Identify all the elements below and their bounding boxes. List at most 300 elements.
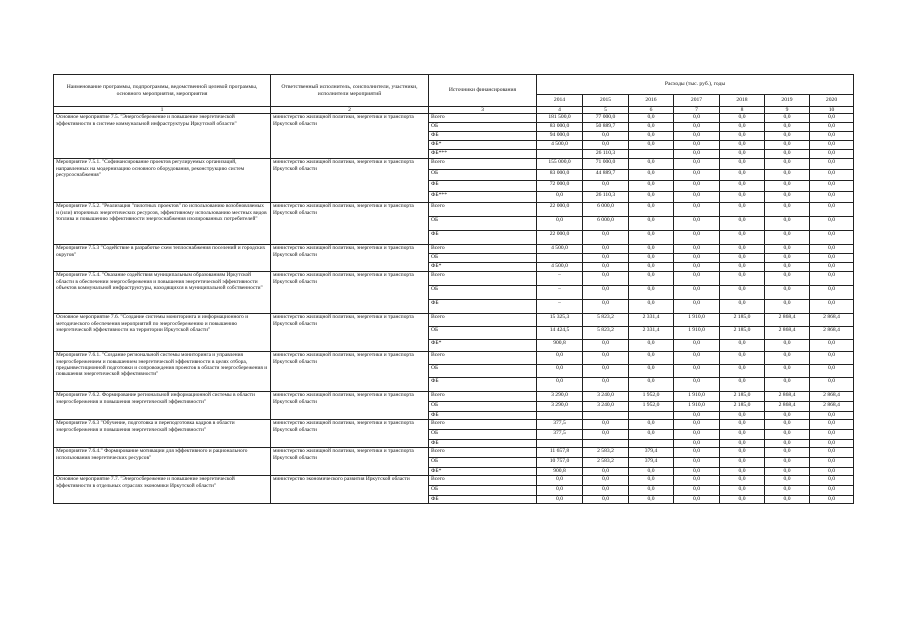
expense-value: 0,0 <box>720 286 765 300</box>
expense-value: 0,0 <box>765 420 810 430</box>
expense-value: 15 325,3 <box>537 314 583 327</box>
measure-executor: министерство жилищной политики, энергетики и транспорта Иркутской области <box>271 314 429 352</box>
column-number: 4 <box>537 107 583 114</box>
expense-value: 0,0 <box>674 286 720 300</box>
expense-value: 0,0 <box>765 217 810 231</box>
funding-source: ФБ*** <box>429 192 537 203</box>
column-number: 10 <box>810 107 854 114</box>
measure-executor: министерство жилищной политики, энергетики и транспорта Иркутской области <box>271 420 429 448</box>
measure-executor: министерство жилищной политики, энергетики и транспорта Иркутской области <box>271 448 429 476</box>
expense-value: 0,0 <box>583 486 629 496</box>
expense-value: 0,0 <box>537 486 583 496</box>
expense-value: 0,0 <box>674 486 720 496</box>
header-source: Источники финансирования <box>429 75 537 107</box>
expense-value: 3 240,0 <box>583 402 629 412</box>
expense-value: 0,0 <box>765 340 810 352</box>
expense-value <box>537 150 583 159</box>
expense-value: 0,0 <box>765 468 810 476</box>
measure-name: Мероприятие 7.6.1. "Создание региональной системы мониторинга и управления энергосбережением и повышением энергетической эффективности в целях отбора, предынвестиционной подготовки и сопровождения проектов в области энергосбережения и повышения энергетической эффективности" <box>54 352 271 392</box>
expense-value: 0,0 <box>810 192 854 203</box>
expense-value: 2 868,4 <box>765 392 810 402</box>
expense-value: 0,0 <box>583 496 629 504</box>
measure-executor: министерство жилищной политики, энергетики и транспорта Иркутской области <box>271 352 429 392</box>
table-row <box>54 476 854 486</box>
expense-value: 0,0 <box>720 378 765 392</box>
expense-value: 0,0 <box>629 486 674 496</box>
expense-value: 0,0 <box>765 412 810 420</box>
header-executor: Ответственный исполнитель, соисполнители, участники, исполнители мероприятий <box>271 75 429 107</box>
expense-value: 0,0 <box>810 340 854 352</box>
expense-value: 0,0 <box>720 272 765 286</box>
expense-value: 0,0 <box>765 263 810 272</box>
table-row <box>54 114 854 123</box>
funding-source: ОБ <box>429 486 537 496</box>
expense-value: 26 110,3 <box>583 150 629 159</box>
funding-source: ФБ* <box>429 263 537 272</box>
expense-value: 0,0 <box>583 141 629 150</box>
header-year: 2018 <box>720 95 765 107</box>
expense-value: 0,0 <box>629 123 674 132</box>
expense-value: 0,0 <box>810 286 854 300</box>
expense-value: 0,0 <box>765 476 810 486</box>
expense-value: 0,0 <box>583 254 629 263</box>
expense-value: 0,0 <box>765 150 810 159</box>
expense-value: 0,0 <box>810 245 854 254</box>
expense-value: 0,0 <box>583 476 629 486</box>
expense-value: 0,0 <box>629 286 674 300</box>
expense-value: 11 657,8 <box>537 448 583 458</box>
expense-value: 2 331,4 <box>629 327 674 340</box>
expense-value: 0,0 <box>720 141 765 150</box>
expense-value: 2 868,4 <box>810 314 854 327</box>
expense-value: 0,0 <box>629 300 674 314</box>
expense-value: 0,0 <box>629 352 674 365</box>
expense-value: 83 000,0 <box>537 123 583 132</box>
expense-value: 77 000,0 <box>583 114 629 123</box>
expense-value: 0,0 <box>583 378 629 392</box>
expense-value: 0,0 <box>674 245 720 254</box>
expense-value: 0,0 <box>765 141 810 150</box>
expense-value: 0,0 <box>720 217 765 231</box>
funding-source: Всего <box>429 420 537 430</box>
expense-value: 377,5 <box>537 430 583 440</box>
expense-value: 0,0 <box>629 132 674 141</box>
table-row <box>54 448 854 458</box>
funding-source: ФБ* <box>429 141 537 150</box>
expense-value: 0,0 <box>629 378 674 392</box>
table-row <box>54 272 854 286</box>
expense-value: 0,0 <box>537 496 583 504</box>
expense-value: 3 240,0 <box>583 392 629 402</box>
measure-name: Мероприятие 7.5.1. "Софинансирование проектов регулируемых организаций, направленных на модернизацию основного оборудования, реконструкцию систем ресурсоснабжения" <box>54 159 271 203</box>
expense-value: 0,0 <box>583 181 629 192</box>
expense-value: 0,0 <box>810 272 854 286</box>
expense-value: 0,0 <box>810 430 854 440</box>
expense-value: 0,0 <box>537 192 583 203</box>
expense-value: 2 868,4 <box>765 327 810 340</box>
expense-value: 0,0 <box>674 203 720 217</box>
expense-value: 181 500,0 <box>537 114 583 123</box>
expense-value: 0,0 <box>765 170 810 181</box>
expense-value: 0,0 <box>720 365 765 378</box>
expense-value: 2 868,4 <box>810 392 854 402</box>
measure-executor: министерство жилищной политики, энергетики и транспорта Иркутской области <box>271 203 429 245</box>
funding-source: Всего <box>429 159 537 170</box>
measure-name: Мероприятие 7.6.2. Формирование региональной информационной системы в области энергосбережения и повышения энергетической эффективности" <box>54 392 271 420</box>
expense-value: 0,0 <box>720 440 765 448</box>
expense-value: 0,0 <box>810 412 854 420</box>
expense-value: 0,0 <box>629 192 674 203</box>
funding-source: ОБ <box>429 254 537 263</box>
expense-value: 1 910,0 <box>674 392 720 402</box>
funding-source: ОБ <box>429 365 537 378</box>
expense-value: 0,0 <box>720 245 765 254</box>
expense-value: 44 889,7 <box>583 170 629 181</box>
expense-value: 0,0 <box>810 159 854 170</box>
expense-value: 0,0 <box>765 159 810 170</box>
expense-value: 0,0 <box>720 448 765 458</box>
expense-value: 0,0 <box>674 430 720 440</box>
funding-source: ФБ <box>429 231 537 245</box>
table-row <box>54 203 854 217</box>
expense-value: 0,0 <box>674 150 720 159</box>
expense-value: 379,4 <box>629 458 674 468</box>
expense-value: 0,0 <box>810 114 854 123</box>
column-number: 3 <box>429 107 537 114</box>
expense-value: 0,0 <box>765 458 810 468</box>
funding-source: ОБ <box>429 286 537 300</box>
expense-value: 1 910,0 <box>674 314 720 327</box>
expense-value: 0,0 <box>583 245 629 254</box>
table-row <box>54 245 854 254</box>
funding-source: Всего <box>429 314 537 327</box>
funding-source: ФБ <box>429 181 537 192</box>
expense-value: 900,8 <box>537 468 583 476</box>
expense-value: 0,0 <box>810 468 854 476</box>
expense-value: 2 185,0 <box>720 402 765 412</box>
expense-value: 0,0 <box>629 203 674 217</box>
expense-value: 0,0 <box>629 365 674 378</box>
expense-value: 0,0 <box>810 263 854 272</box>
expense-value: 0,0 <box>629 430 674 440</box>
expense-value: 0,0 <box>720 150 765 159</box>
column-number: 7 <box>674 107 720 114</box>
expense-value: 0,0 <box>765 192 810 203</box>
expense-value: 2 868,4 <box>765 314 810 327</box>
measure-name: Основное мероприятие 7.5. "Энергосбережение и повышение энергетической эффективности в системе коммунальной инфраструктуры Иркутской области" <box>54 114 271 159</box>
table-row <box>54 159 854 170</box>
expense-value: 2 185,0 <box>720 392 765 402</box>
funding-source: ФБ* <box>429 340 537 352</box>
expense-value <box>537 440 583 448</box>
expense-value: 2 868,4 <box>810 327 854 340</box>
expense-value: 1 952,0 <box>629 402 674 412</box>
measure-executor: министерство жилищной политики, энергетики и транспорта Иркутской области <box>271 245 429 272</box>
funding-source: ФБ* <box>429 468 537 476</box>
expense-value: 0,0 <box>720 476 765 486</box>
expense-value: 0,0 <box>629 263 674 272</box>
expense-value: 0,0 <box>765 440 810 448</box>
expense-value: 0,0 <box>674 378 720 392</box>
expense-value: 0,0 <box>720 352 765 365</box>
expense-value: 0,0 <box>674 496 720 504</box>
expense-value: 71 000,0 <box>583 159 629 170</box>
expense-value: 0,0 <box>537 352 583 365</box>
funding-source: Всего <box>429 392 537 402</box>
expense-value: 0,0 <box>810 150 854 159</box>
expense-value: 22 000,0 <box>537 231 583 245</box>
expense-value: 0,0 <box>810 496 854 504</box>
expense-value: 0,0 <box>674 468 720 476</box>
expense-value <box>583 440 629 448</box>
expense-value: 0,0 <box>674 412 720 420</box>
expense-value: 0,0 <box>810 217 854 231</box>
funding-source: Всего <box>429 448 537 458</box>
expense-value: 0,0 <box>629 170 674 181</box>
funding-source: ФБ*** <box>429 150 537 159</box>
header-name: Наименование программы, подпрограммы, ведомственной целевой программы, основного мероприятия, мероприятия <box>54 75 271 107</box>
expense-value: 0,0 <box>720 123 765 132</box>
expense-value: 0,0 <box>583 300 629 314</box>
expense-value: 0,0 <box>810 352 854 365</box>
measure-name: Мероприятие 7.5.4. "Оказание содействия муниципальным образованиям Иркутской области в обеспечении энергосбережения и повышения энергетической эффективности объектов коммунальной инфраструктуры, находящихся в муниципальной собственности" <box>54 272 271 314</box>
expense-value: 155 000,0 <box>537 159 583 170</box>
expense-value: 0,0 <box>583 468 629 476</box>
measure-executor: министерство жилищной политики, энергетики и транспорта Иркутской области <box>271 272 429 314</box>
expense-value: 0,0 <box>765 132 810 141</box>
funding-source: Всего <box>429 476 537 486</box>
expense-value: 6 000,0 <box>583 203 629 217</box>
expense-value: 0,0 <box>629 114 674 123</box>
table-row <box>54 392 854 402</box>
expense-value: 0,0 <box>720 300 765 314</box>
measure-name: Мероприятие 7.5.3 "Содействие в разработке схем теплоснабжения поселений и городских округов" <box>54 245 271 272</box>
funding-source: Всего <box>429 272 537 286</box>
expense-value: 0,0 <box>583 430 629 440</box>
expense-value: 0,0 <box>674 272 720 286</box>
expense-value: 0,0 <box>810 486 854 496</box>
expense-value: 0,0 <box>810 170 854 181</box>
funding-source: Всего <box>429 352 537 365</box>
expense-value: 900,8 <box>537 340 583 352</box>
expense-value: 0,0 <box>629 496 674 504</box>
expense-value <box>629 150 674 159</box>
expense-value: 0,0 <box>810 231 854 245</box>
expense-value: 0,0 <box>720 170 765 181</box>
expense-value <box>537 254 583 263</box>
expense-value: 0,0 <box>720 486 765 496</box>
expense-value: 0,0 <box>537 365 583 378</box>
expense-value: 0,0 <box>810 141 854 150</box>
column-number: 6 <box>629 107 674 114</box>
expense-value: 377,5 <box>537 420 583 430</box>
expense-value: 0,0 <box>674 231 720 245</box>
column-number: 8 <box>720 107 765 114</box>
expense-value: – <box>537 272 583 286</box>
expense-value: 0,0 <box>810 365 854 378</box>
table-row <box>54 420 854 430</box>
expense-value: 0,0 <box>720 340 765 352</box>
expense-value: 0,0 <box>810 254 854 263</box>
expense-value: 0,0 <box>583 365 629 378</box>
expense-value: 0,0 <box>720 231 765 245</box>
expense-value: 0,0 <box>765 496 810 504</box>
expense-value: 1 910,0 <box>674 402 720 412</box>
expense-value: 0,0 <box>674 192 720 203</box>
expense-value: 0,0 <box>537 217 583 231</box>
expense-value: 0,0 <box>720 263 765 272</box>
header-year: 2020 <box>810 95 854 107</box>
funding-source: ФБ <box>429 496 537 504</box>
expense-value: 26 110,3 <box>583 192 629 203</box>
expense-value: 379,4 <box>629 448 674 458</box>
expense-value: 0,0 <box>674 263 720 272</box>
expense-value: 0,0 <box>674 440 720 448</box>
expense-value: 0,0 <box>629 141 674 150</box>
expense-value: 0,0 <box>720 114 765 123</box>
expense-value: 0,0 <box>674 458 720 468</box>
expense-value: 0,0 <box>765 181 810 192</box>
funding-source: ФБ <box>429 412 537 420</box>
expense-value: 0,0 <box>674 300 720 314</box>
expense-value: 0,0 <box>765 286 810 300</box>
expense-value <box>629 440 674 448</box>
table-body <box>54 114 854 504</box>
funding-source: ОБ <box>429 458 537 468</box>
expense-value: 0,0 <box>629 254 674 263</box>
expense-value: 0,0 <box>674 123 720 132</box>
expense-value: 0,0 <box>765 352 810 365</box>
expense-value: 4 500,0 <box>537 141 583 150</box>
expense-value: 0,0 <box>720 458 765 468</box>
measure-executor: министерство жилищной политики, энергетики и транспорта Иркутской области <box>271 114 429 159</box>
expense-value: 0,0 <box>674 448 720 458</box>
expense-value: – <box>537 286 583 300</box>
expense-value: 3 290,0 <box>537 392 583 402</box>
expense-value: 0,0 <box>765 430 810 440</box>
expense-value: 0,0 <box>720 132 765 141</box>
header-year: 2019 <box>765 95 810 107</box>
expense-value: 0,0 <box>810 476 854 486</box>
expense-value: 0,0 <box>810 420 854 430</box>
expense-value: 0,0 <box>583 272 629 286</box>
funding-source: Всего <box>429 245 537 254</box>
header-year: 2015 <box>583 95 629 107</box>
expense-value: 0,0 <box>629 476 674 486</box>
expense-value: 0,0 <box>765 203 810 217</box>
expense-value: 0,0 <box>583 352 629 365</box>
expense-value: 2 185,0 <box>720 314 765 327</box>
expense-value: 0,0 <box>674 159 720 170</box>
expense-value: 0,0 <box>674 170 720 181</box>
funding-source: Всего <box>429 114 537 123</box>
expense-value: 6 000,0 <box>583 217 629 231</box>
expense-value: 0,0 <box>537 378 583 392</box>
expense-value: 0,0 <box>629 340 674 352</box>
measure-name: Мероприятие 7.6.4." Формирование мотивации для эффективного и рационального использования энергетических ресурсов" <box>54 448 271 476</box>
measure-name: Мероприятие 7.5.2. "Реализация "пилотных проектов" по использованию возобновляемых и (или) вторичных энергетических ресурсов, эффективному использованию местных видов топлива и повышению эффективности энергоснабжения изолированных потребителей" <box>54 203 271 245</box>
expense-value: 0,0 <box>674 476 720 486</box>
expense-value: 0,0 <box>629 217 674 231</box>
expense-value: 0,0 <box>674 132 720 141</box>
measure-executor: министерство жилищной политики, энергетики и транспорта Иркутской области <box>271 159 429 203</box>
expense-value: 83 000,0 <box>537 170 583 181</box>
expense-value: 0,0 <box>720 254 765 263</box>
expense-value: 0,0 <box>810 123 854 132</box>
expense-value: 0,0 <box>583 340 629 352</box>
expense-value: 0,0 <box>537 476 583 486</box>
expense-value <box>537 412 583 420</box>
expense-value: 0,0 <box>765 300 810 314</box>
expense-value: 0,0 <box>810 181 854 192</box>
column-number: 1 <box>54 107 271 114</box>
column-number: 9 <box>765 107 810 114</box>
funding-source: ОБ <box>429 170 537 181</box>
expense-value: 0,0 <box>765 245 810 254</box>
measure-executor: министерство жилищной политики, энергетики и транспорта Иркутской области <box>271 392 429 420</box>
expense-value: 0,0 <box>674 365 720 378</box>
expense-value: 0,0 <box>810 378 854 392</box>
expense-value <box>629 412 674 420</box>
expense-value: 0,0 <box>765 486 810 496</box>
expense-value: 5 823,2 <box>583 314 629 327</box>
expense-value: 0,0 <box>629 468 674 476</box>
expense-value: 0,0 <box>674 254 720 263</box>
funding-source: ФБ <box>429 440 537 448</box>
expense-value: 1 910,0 <box>674 327 720 340</box>
expense-value: 0,0 <box>674 217 720 231</box>
funding-source: ОБ <box>429 402 537 412</box>
expense-value: 0,0 <box>810 448 854 458</box>
expense-value: 0,0 <box>583 420 629 430</box>
expense-value: 0,0 <box>765 123 810 132</box>
expense-value: 94 000,0 <box>537 132 583 141</box>
expense-value: 0,0 <box>765 231 810 245</box>
funding-source: ФБ <box>429 378 537 392</box>
expense-value: 0,0 <box>720 159 765 170</box>
expense-value: 0,0 <box>720 420 765 430</box>
expense-value: 0,0 <box>720 430 765 440</box>
header-year: 2016 <box>629 95 674 107</box>
expense-value: 5 823,2 <box>583 327 629 340</box>
measure-executor: министерство экономического развития Иркутской области <box>271 476 429 504</box>
expense-value: 0,0 <box>629 272 674 286</box>
expense-value: 0,0 <box>720 412 765 420</box>
expense-value: 0,0 <box>720 468 765 476</box>
expense-value: 0,0 <box>810 440 854 448</box>
expense-value: 0,0 <box>583 286 629 300</box>
expense-value: 0,0 <box>674 141 720 150</box>
header-expenses: Расходы (тыс. руб.), годы <box>537 75 854 95</box>
expense-value: 0,0 <box>765 378 810 392</box>
table-row <box>54 314 854 327</box>
expense-value: 0,0 <box>583 132 629 141</box>
expense-value: 1 952,0 <box>629 392 674 402</box>
expense-value: 0,0 <box>583 231 629 245</box>
expense-value: 0,0 <box>674 420 720 430</box>
measure-name: Основное мероприятие 7.7. "Энергосбережение и повышение энергетической эффективности в отдельных отраслях экономики Иркутской области" <box>54 476 271 504</box>
expense-value: 0,0 <box>674 181 720 192</box>
expense-value: 0,0 <box>720 181 765 192</box>
expense-value: 4 500,0 <box>537 245 583 254</box>
expense-value: 0,0 <box>629 159 674 170</box>
expense-value: 0,0 <box>765 448 810 458</box>
expense-value: 14 424,5 <box>537 327 583 340</box>
expense-value: 0,0 <box>765 365 810 378</box>
financing-table <box>53 74 854 504</box>
expense-value: 0,0 <box>720 496 765 504</box>
expense-value: 0,0 <box>583 263 629 272</box>
